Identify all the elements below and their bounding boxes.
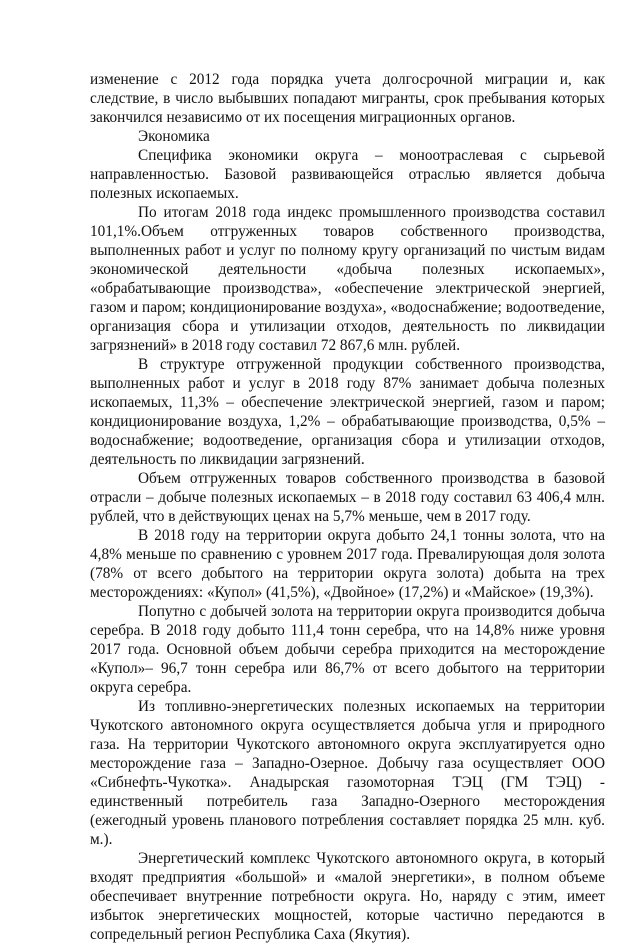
paragraph-energy-complex: Энергетический комплекс Чукотского автономного округа, в который входят предприятия «большой» и «малой энергетики», в полном объеме обеспечивает внутренние потребности округа. Но, наряду с этим, имеет избыток энергетических мощностей, которые частично передаются в сопредельный регион Республика Саха (Якутия).: [90, 850, 605, 943]
paragraph-economy-specifics: Специфика экономики округа – моноотраслевая с сырьевой направленностью. Базовой развивающейся отраслью является добыча полезных ископаемых.: [90, 147, 605, 202]
paragraph-output-structure: В структуре отгруженной продукции собственного производства, выполненных работ и услуг в 2018 году 87% занимает добыча полезных ископаемых, 11,3% – обеспечение электрической энергией, газом и паром; кондиционирование воздуха, 1,2% – обрабатывающие производства, 0,5% – водоснабжение; водоотведение, организация сбора и утилизации отходов, деятельность по ликвидации загрязнений.: [90, 356, 605, 468]
section-heading-economy: Экономика: [138, 128, 210, 145]
paragraph-silver-production: Попутно с добычей золота на территории округа производится добыча серебра. В 2018 году добыто 111,4 тонн серебра, что на 14,8% ниже уровня 2017 года. Основной объем добычи серебра приходится на месторождение «Купол»– 96,7 тонн серебра или 86,7% от всего добытого на территории округа серебра.: [90, 603, 605, 696]
document-page: [90, 70, 605, 944]
paragraph-mining-volume: Объем отгруженных товаров собственного производства в базовой отрасли – добыче полезных ископаемых – в 2018 году составил 63 406,4 млн. рублей, что в действующих ценах на 5,7% меньше, чем в 2017 году.: [90, 470, 605, 525]
paragraph-gold-production: В 2018 году на территории округа добыто 24,1 тонны золота, что на 4,8% меньше по сравнению с уровнем 2017 года. Превалирующая доля золота (78% от всего добытого на территории округа золота) добыта на трех месторождениях: «Купол» (41,5%), «Двойное» (17,2%) и «Майское» (19,3%).: [90, 527, 605, 601]
paragraph-industrial-index: По итогам 2018 года индекс промышленного производства составил 101,1%.Объем отгруженных товаров собственного производства, выполненных работ и услуг по полному кругу организаций по чистым видам экономической деятельности «добыча полезных ископаемых», «обрабатывающие производства», «обеспечение электрической энергией, газом и паром; кондиционирование воздуха», «водоснабжение; водоотведение, организация сбора и утилизации отходов, деятельность по ликвидации загрязнений» в 2018 году составил 72 867,6 млн. рублей.: [90, 204, 605, 354]
paragraph-fuel-energy-resources: Из топливно-энергетических полезных ископаемых на территории Чукотского автономного округа осуществляется добыча угля и природного газа. На территории Чукотского автономного округа эксплуатируется одно месторождение газа – Западно-Озерное. Добычу газа осуществляет ООО «Сибнефть-Чукотка». Анадырская газомоторная ТЭЦ (ГМ ТЭЦ) - единственный потребитель газа Западно-Озерного месторождения (ежегодный уровень планового потребления составляет порядка 25 млн. куб. м.).: [90, 698, 605, 848]
paragraph-migration-continuation: изменение с 2012 года порядка учета долгосрочной миграции и, как следствие, в число выбывших попадают мигранты, срок пребывания которых закончился независимо от их посещения миграционных органов.: [90, 71, 605, 126]
